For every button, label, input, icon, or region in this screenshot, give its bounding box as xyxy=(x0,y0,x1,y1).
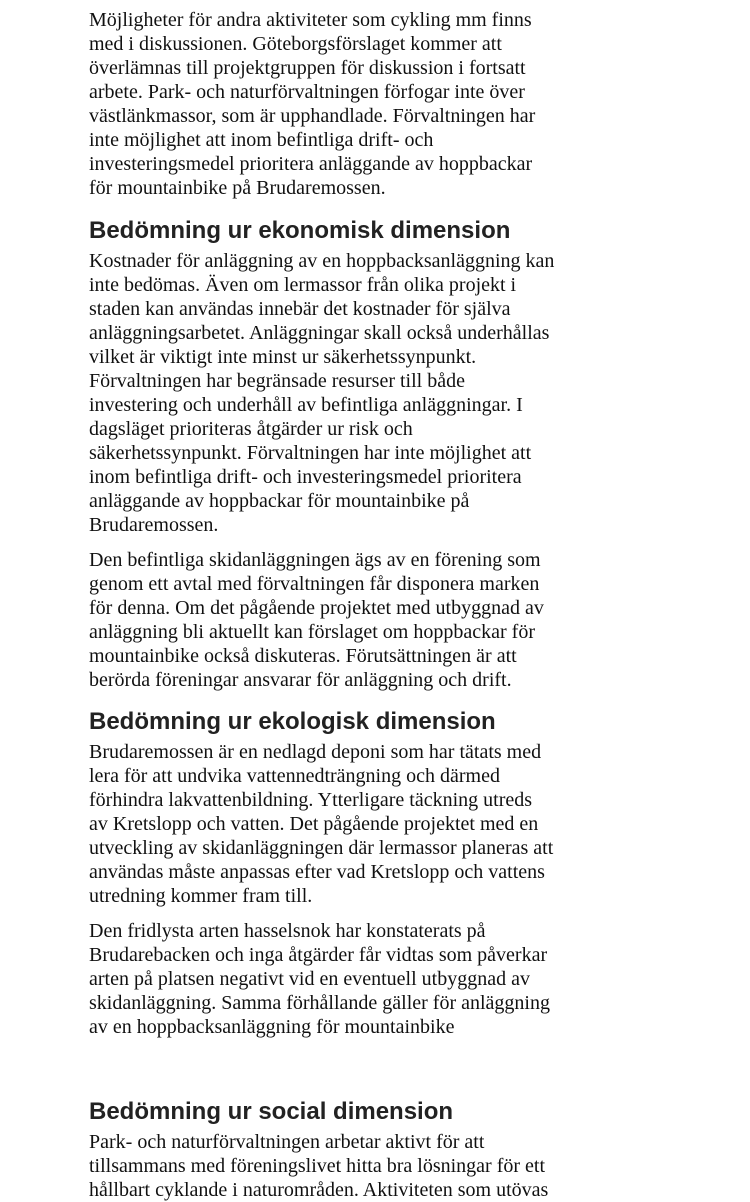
economic-paragraph-2: Den befintliga skidanläggningen ägs av en förening som genom ett avtal med förvaltningen får disponera marken för denna. Om det pågående projektet med utbyggnad av anläggning bli aktuellt kan förslaget om hoppbackar för mountainbike också diskuteras. Förutsättningen är att berörda föreningar ansvarar för anläggning och drift. xyxy=(89,549,544,691)
section-heading-social: Bedömning ur social dimension xyxy=(89,1098,454,1125)
section-heading-economic: Bedömning ur ekonomisk dimension xyxy=(89,217,511,244)
ecological-paragraph-1: Brudaremossen är en nedlagd deponi som har tätats med lera för att undvika vattennedträngning och därmed förhindra lakvattenbildning. Ytterligare täckning utreds av Kretslopp och vatten. Det pågående projektet med en utveckling av skidanläggningen där lermassor planeras att användas måste anpassas efter vad Kretslopp och vattens utredning kommer fram till. xyxy=(89,741,554,907)
social-paragraph-1: Park- och naturförvaltningen arbetar aktivt för att tillsammans med föreningslivet hitta bra lösningar för ett hållbart cyklande i naturområden. Aktiviteten som utövas xyxy=(89,1131,549,1201)
ecological-paragraph-2: Den fridlysta arten hasselsnok har konstaterats på Brudarebacken och inga åtgärder får vidtas som påverkar arten på platsen negativt vid en eventuell utbyggnad av skidanläggning. Samma förhållande gäller för anläggning av en hoppbacksanläggning för mountainbike xyxy=(89,920,550,1038)
document-page xyxy=(89,8,594,1202)
intro-paragraph: Möjligheter för andra aktiviteter som cykling mm finns med i diskussionen. Göteborgsförslaget kommer att överlämnas till projektgruppen för diskussion i fortsatt arbete. Park- och naturförvaltningen förfogar inte över västlänkmassor, som är upphandlade. Förvaltningen har inte möjlighet att inom befintliga drift- och investeringsmedel prioritera anläggande av hoppbackar för mountainbike på Brudaremossen. xyxy=(89,9,536,199)
section-heading-ecological: Bedömning ur ekologisk dimension xyxy=(89,708,496,735)
economic-paragraph-1: Kostnader för anläggning av en hoppbacksanläggning kan inte bedömas. Även om lermassor från olika projekt i staden kan användas innebär det kostnader för själva anläggningsarbetet. Anläggningar skall också underhållas vilket är viktigt inte minst ur säkerhetssynpunkt. Förvaltningen har begränsade resurser till både investering och underhåll av befintliga anläggningar. I dagsläget prioriteras åtgärder ur risk och säkerhetssynpunkt. Förvaltningen har inte möjlighet att inom befintliga drift- och investeringsmedel prioritera anläggande av hoppbackar för mountainbike på Brudaremossen. xyxy=(89,250,555,536)
